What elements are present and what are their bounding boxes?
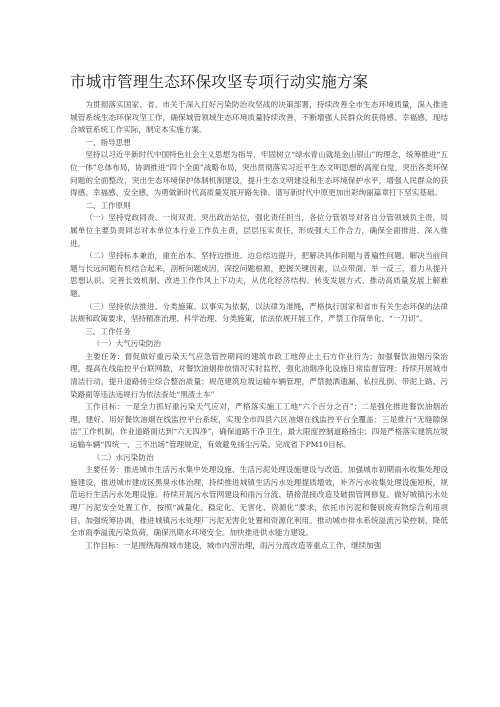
section-heading-work-principles: 二、工作原则	[85, 200, 131, 210]
subsection-heading-air-pollution: （一）大气污染防治	[92, 339, 162, 349]
principle-paragraph-3: （三）坚持依法推进、分类施策。以事实为依据，以法律为准绳，严格执行国家和省市有关生态环保的法律法规和政策要求，坚持精准治理、科学治理、分类施策，依法依规开展工作，严禁工作简单化、“一刀切”。	[70, 301, 448, 324]
section-heading-guiding-ideology: 一、指导思想	[85, 137, 131, 147]
document-page	[70, 72, 448, 552]
air-pollution-tasks-paragraph: 主要任务：督促做好重污染天气应急管控期间的建筑市政工地停止土石方作业行为；加强餐饮油烟污染治理，提高在线监控平台联网数，对餐饮油烟排放情况实时监控，强化油烟净化设施日常监督管理；持续开展城市清洁行动，提升道路扬尘综合整治质量；规范建筑垃圾运输车辆管理，严禁抛洒遗漏、私拉乱倒、带泥上路、污染路面等违法违规行为依法查处“黑渣土车”	[70, 351, 448, 399]
subsection-heading-water-pollution: （二）水污染防治	[92, 452, 154, 462]
intro-paragraph: 为贯彻落实国家、省、市关于深入打好污染防治攻坚战的决策部署，持续改善全市生态环境质量，深入推进城管系统生态环保攻坚工作，确保城管领域生态环境质量持续改善，不断增强人民群众的获得感、幸福感，现结合城管系统工作实际，制定本实施方案。	[70, 100, 448, 135]
water-pollution-goals-paragraph: 工作目标：一是围绕海绵城市建设，城市内涝治理，雨污分流改造等重点工作，继续加强	[85, 540, 382, 550]
water-pollution-tasks-paragraph: 主要任务：推进城市生活污水集中处理设施、生活污泥处理设施建设与改造，加强城市初期雨水收集处理设施建设，推进城市建成区黑臭水体治理，持续推进城镇生活污水处理提质增效，补齐污水收集处理设施短板，规范运行生活污水处理设施。持续开展污水管网建设和雨污分流、错接混接改造及破损管网修复。做好城镇污水处理厂污泥安全处置工作，按照“减量化、稳定化、无害化、资源化”要求，依托市污泥和餐厨废弃物综合利用项目，加强统筹协调，推进城镇污水处理厂污泥无害化处置和资源化利用。推动城市排水系统溢流污染控制，降低全市雨季溢流污染负荷，确保汛期水环境安全。加快推进供水能力建设。	[70, 465, 448, 538]
section-heading-work-tasks: 三、工作任务	[85, 326, 131, 336]
guiding-ideology-paragraph: 坚持以习近平新时代中国特色社会主义思想为指导，牢固树立“绿水青山就是金山银山”的理念，统筹推进“五位一体”总体布局，协调推进“四个全面”战略布局，突出贯彻落实习近平生态文明思想的高度自觉，突出各类环保问题的全面整改，突出生态环境保护体制机制建设，提升生态文明建设和生态环境保护水平，增强人民群众的获得感、幸福感、安全感，为勇做新时代高质量发展开路先锋、谱写新时代中原更加出彩绚丽篇章打下坚实基础。	[70, 150, 448, 198]
principle-paragraph-1: （一）坚持党政同责、一岗双责。突出政治站位，强化责任担当，各位分管领导对各自分管领域负主责，局属单位主要负责同志对本单位本行业工作负主责，层层压实责任，形成强大工作合力，确保全面推进、深入推进。	[70, 213, 448, 248]
principle-paragraph-2: （二）坚持标本兼治，重在治本。坚持边推进、边总结边提升，把解决具体问题与普遍性问题、解决当前问题与长远问题有机结合起来，剖析问题成因，深挖问题根源，把握关键因素，以点带面、举一反三，着力从提升思想认识、完善长效机制、改进工作作风上下功夫，从优化经济结构、转变发展方式、推动高质量发展上解难题。	[70, 251, 448, 298]
air-pollution-goals-paragraph: 工作目标：一是全力抓好重污染天气应对，严格落实施工工地“六个百分之百”；二是强化推进餐饮油烟治理，建好、用好餐饮油烟在线监控平台系统，实现全市四县六区油烟在线监控平台全覆盖；三是推行“无缝隙保洁”工作机制，作业道路面达到“六无四净”，确保道路干净卫生，最大限度控制道路扬尘；四是严格落实建筑垃圾运输车辆“四统一、三不出场”管理规定，有效避免扬尘污染。完成省下PM10目标。	[70, 402, 448, 450]
document-title: 市城市管理生态环保攻坚专项行动实施方案	[70, 73, 369, 91]
